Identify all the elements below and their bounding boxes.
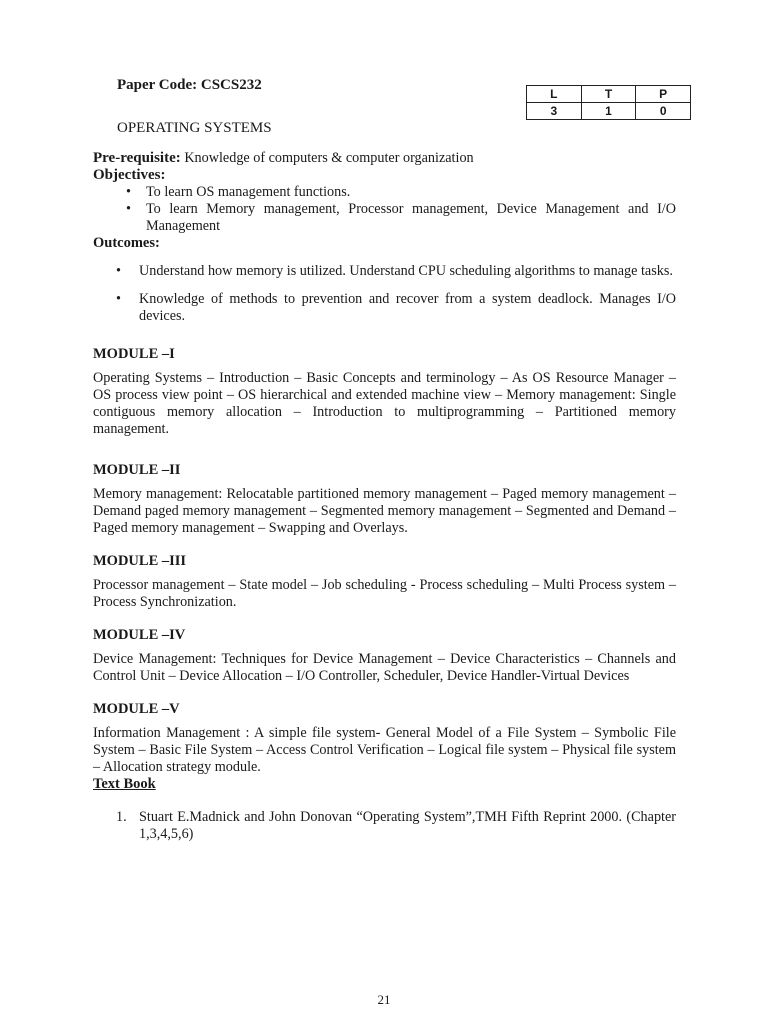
ltp-table [526, 85, 691, 120]
module-3-text: Processor management – State model – Job scheduling - Process scheduling – Multi Process system – Process Synchronization. [93, 577, 676, 610]
textbook-item [93, 809, 676, 843]
syllabus-content [93, 150, 676, 843]
objectives-list [93, 184, 676, 235]
ltp-header-t: T [581, 86, 636, 103]
outcome-item: • Knowledge of methods to prevention and recover from a system deadlock. Manages I/O devices. [93, 291, 676, 325]
module-1-text: Operating Systems – Introduction – Basic Concepts and terminology – As OS Resource Manager – OS process view point – OS hierarchical and extended machine view – Memory management: Single contiguous memory allocation – Introduction to multiprogramming – Partitioned memory management. [93, 370, 676, 437]
outcome-item: • Understand how memory is utilized. Understand CPU scheduling algorithms to manage tasks. [93, 263, 676, 280]
module-4-title: MODULE –IV [93, 627, 186, 643]
module-2-title: MODULE –II [93, 462, 181, 478]
module-4-text: Device Management: Techniques for Device Management – Device Characteristics – Channels and Control Unit – Device Allocation – I/O Controller, Scheduler, Device Handler-Virtual Devices [93, 651, 676, 684]
objectives-label: Objectives: [93, 167, 166, 183]
module-1-title: MODULE –I [93, 346, 175, 362]
paper-code: Paper Code: CSCS232 [117, 77, 262, 93]
ltp-value-row [527, 103, 691, 120]
module-5-title: MODULE –V [93, 701, 180, 717]
ltp-header-l: L [527, 86, 582, 103]
outcomes-heading: Outcomes: [93, 235, 160, 251]
ltp-value-l: 3 [527, 103, 582, 120]
ltp-value-p: 0 [636, 103, 691, 120]
ltp-header-p: P [636, 86, 691, 103]
ltp-value-t: 1 [581, 103, 636, 120]
prerequisite-label: Pre-requisite: [93, 150, 181, 166]
module-5-text: Information Management : A simple file system- General Model of a File System – Symbolic File System – Basic File System – Access Control Verification – Logical file system – Physical file system – Allocation strategy module. [93, 725, 676, 775]
outcomes-list [93, 263, 676, 325]
module-2-text: Memory management: Relocatable partitioned memory management – Paged memory management – Demand paged memory management – Segmented memory management – Segmented and Demand – Paged memory management – Swapping and Overlays. [93, 486, 676, 536]
objectives-heading [93, 167, 676, 184]
prerequisite-text: Knowledge of computers & computer organization [180, 150, 474, 166]
course-title: OPERATING SYSTEMS [117, 120, 272, 136]
textbook-heading: Text Book [93, 776, 156, 792]
prerequisite [93, 150, 676, 167]
module-3-title: MODULE –III [93, 553, 187, 569]
textbook-list [93, 809, 676, 843]
objective-item: • To learn OS management functions. [93, 184, 676, 201]
objective-item: • To learn Memory management, Processor management, Device Management and I/O Management [93, 201, 676, 235]
textbook-item-number: 1. [116, 809, 127, 825]
ltp-header-row [527, 86, 691, 103]
textbook-item-text: Stuart E.Madnick and John Donovan “Operating System”,TMH Fifth Reprint 2000. (Chapter 1,3,4,5,6) [139, 809, 676, 842]
page-number: 21 [377, 992, 391, 1007]
